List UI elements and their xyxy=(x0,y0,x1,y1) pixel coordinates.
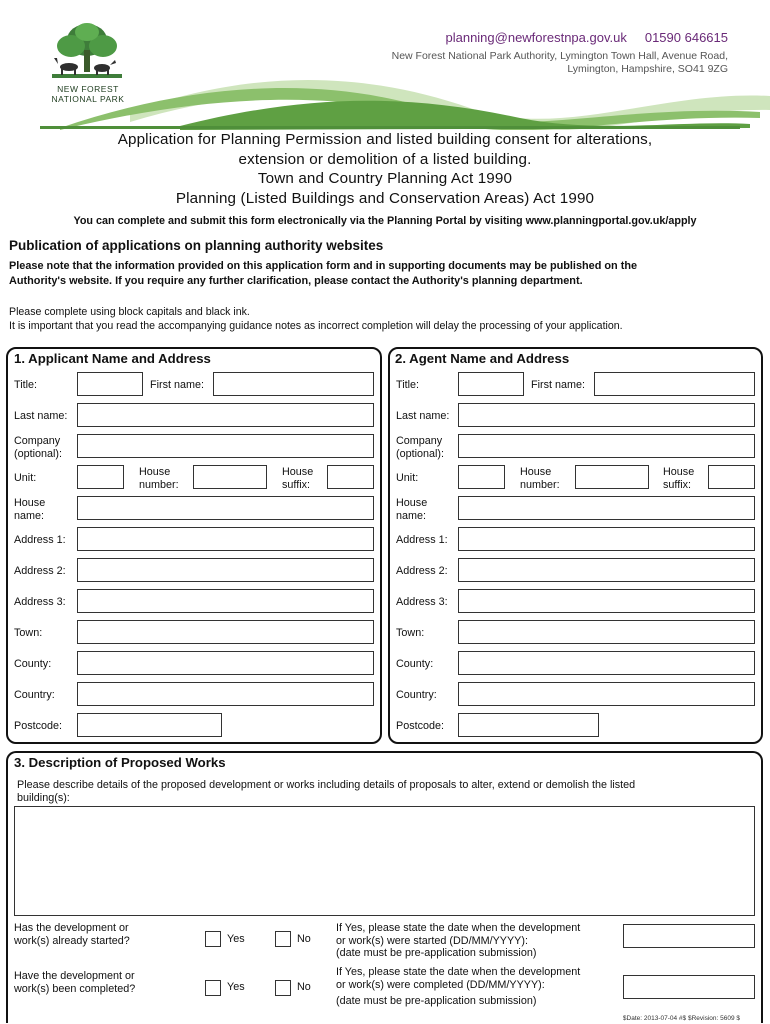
applicant-address3-label: Address 3: xyxy=(14,596,66,608)
agent-company-field[interactable] xyxy=(458,434,755,458)
applicant-unit-label: Unit: xyxy=(14,472,37,484)
new-forest-tree-logo xyxy=(44,20,130,84)
instructions xyxy=(9,306,759,333)
completed-date-instructions xyxy=(336,966,580,1008)
contact-address-line-2: Lymington, Hampshire, SO41 9ZG xyxy=(567,63,728,75)
contact-phone: 01590 646615 xyxy=(644,30,728,45)
started-question xyxy=(14,922,130,947)
completed-no-checkbox[interactable] xyxy=(275,980,291,996)
agent-house-number-label-1: House xyxy=(520,466,552,478)
applicant-town-label: Town: xyxy=(14,627,43,639)
agent-house-name-label-1: House xyxy=(396,497,428,509)
publication-text xyxy=(9,259,729,288)
planning-portal-note: You can complete and submit this form electronically via the Planning Portal by visiting www.planningportal.gov.uk/apply xyxy=(73,215,697,227)
form-title-line-1: Application for Planning Permission and listed building consent for alterations, xyxy=(117,131,653,148)
applicant-address2-field[interactable] xyxy=(77,558,374,582)
applicant-address1-field[interactable] xyxy=(77,527,374,551)
applicant-town-field[interactable] xyxy=(77,620,374,644)
applicant-unit-field[interactable] xyxy=(77,465,124,489)
form-title-line-2: extension or demolition of a listed building. xyxy=(238,150,532,168)
agent-address3-field[interactable] xyxy=(458,589,755,613)
applicant-first-name-field[interactable] xyxy=(213,372,374,396)
applicant-country-field[interactable] xyxy=(77,682,374,706)
completed-date-line-3: (date must be pre-application submission) xyxy=(336,995,537,1007)
agent-company-label xyxy=(396,435,444,460)
instructions-line-2: It is important that you read the accompanying guidance notes as incorrect completion will delay the processing of your application. xyxy=(9,319,623,332)
agent-address2-field[interactable] xyxy=(458,558,755,582)
agent-address3-label: Address 3: xyxy=(396,596,448,608)
agent-country-label: Country: xyxy=(396,689,437,701)
agent-house-name-label-2: name: xyxy=(396,509,427,522)
completed-date-line-1: If Yes, please state the date when the development xyxy=(336,966,581,978)
description-instructions xyxy=(17,779,757,804)
completed-date-line-2: or work(s) were completed (DD/MM/YYYY): xyxy=(336,978,545,991)
agent-company-label-1: Company xyxy=(396,435,443,447)
agent-county-field[interactable] xyxy=(458,651,755,675)
form-title-line-3: Town and Country Planning Act 1990 xyxy=(257,170,513,187)
description-instructions-line-2: building(s): xyxy=(17,791,70,804)
applicant-house-number-label-2: number: xyxy=(139,478,179,491)
agent-town-field[interactable] xyxy=(458,620,755,644)
completed-date-field[interactable] xyxy=(623,975,755,999)
applicant-country-label: Country: xyxy=(14,689,55,701)
agent-house-suffix-label-1: House xyxy=(663,466,695,478)
applicant-first-name-label: First name: xyxy=(150,379,204,391)
applicant-company-label-2: (optional): xyxy=(14,447,63,460)
applicant-address2-label: Address 2: xyxy=(14,565,66,577)
revision-stamp: $Date: 2013-07-04 #$ $Revision: 5609 $ xyxy=(622,1015,740,1022)
applicant-last-name-label: Last name: xyxy=(14,410,68,422)
applicant-house-suffix-label xyxy=(282,466,313,491)
description-instructions-line-1: Please describe details of the proposed development or works including details of proposals to alter, extend or demolish the listed xyxy=(17,779,636,791)
applicant-house-number-field[interactable] xyxy=(193,465,267,489)
started-question-line-1: Has the development or xyxy=(14,922,129,934)
applicant-title-label: Title: xyxy=(14,379,37,391)
agent-house-suffix-field[interactable] xyxy=(708,465,755,489)
applicant-section-title: 1. Applicant Name and Address xyxy=(14,351,211,366)
applicant-house-name-label-1: House xyxy=(14,497,46,509)
agent-last-name-field[interactable] xyxy=(458,403,755,427)
started-date-line-1: If Yes, please state the date when the development xyxy=(336,922,581,934)
completed-no-label: No xyxy=(297,981,311,993)
applicant-company-label-1: Company xyxy=(14,435,61,447)
applicant-address3-field[interactable] xyxy=(77,589,374,613)
agent-last-name-label: Last name: xyxy=(396,410,450,422)
applicant-postcode-field[interactable] xyxy=(77,713,222,737)
description-section-title: 3. Description of Proposed Works xyxy=(14,755,226,770)
agent-unit-label: Unit: xyxy=(396,472,419,484)
form-title xyxy=(0,130,770,208)
agent-first-name-field[interactable] xyxy=(594,372,755,396)
agent-address1-field[interactable] xyxy=(458,527,755,551)
agent-house-name-field[interactable] xyxy=(458,496,755,520)
contact-block xyxy=(392,30,728,76)
agent-house-number-field[interactable] xyxy=(575,465,649,489)
agent-county-label: County: xyxy=(396,658,434,670)
agent-company-label-2: (optional): xyxy=(396,447,445,460)
instructions-line-1: Please complete using block capitals and black ink. xyxy=(9,306,250,318)
contact-email-link[interactable]: planning@newforestnpa.gov.uk xyxy=(445,30,627,45)
completed-question xyxy=(14,970,135,995)
applicant-postcode-label: Postcode: xyxy=(14,720,63,732)
started-question-line-2: work(s) already started? xyxy=(14,934,130,947)
started-date-field[interactable] xyxy=(623,924,755,948)
description-textarea[interactable] xyxy=(14,806,755,916)
applicant-house-suffix-label-2: suffix: xyxy=(282,478,311,491)
publication-heading: Publication of applications on planning authority websites xyxy=(9,238,384,253)
agent-house-name-label xyxy=(396,497,427,522)
completed-yes-checkbox[interactable] xyxy=(205,980,221,996)
started-date-line-3: (date must be pre-application submission) xyxy=(336,947,537,959)
applicant-house-number-label xyxy=(139,466,179,491)
agent-house-suffix-label-2: suffix: xyxy=(663,478,692,491)
agent-postcode-label: Postcode: xyxy=(396,720,445,732)
agent-address2-label: Address 2: xyxy=(396,565,448,577)
agent-first-name-label: First name: xyxy=(531,379,585,391)
applicant-county-label: County: xyxy=(14,658,52,670)
publication-text-line-1: Please note that the information provided on this application form and in supporting documents may be published on the xyxy=(9,260,638,272)
agent-town-label: Town: xyxy=(396,627,425,639)
agent-house-suffix-label xyxy=(663,466,694,491)
applicant-house-suffix-label-1: House xyxy=(282,466,314,478)
applicant-title-field[interactable] xyxy=(77,372,143,396)
agent-house-number-label-2: number: xyxy=(520,478,560,491)
started-no-label: No xyxy=(297,933,311,945)
publication-text-line-2: Authority's website. If you require any further clarification, please contact the Authority's planning department. xyxy=(9,274,583,287)
applicant-house-suffix-field[interactable] xyxy=(327,465,374,489)
applicant-house-name-field[interactable] xyxy=(77,496,374,520)
applicant-house-name-label-2: name: xyxy=(14,509,45,522)
applicant-company-field[interactable] xyxy=(77,434,374,458)
logo-text xyxy=(46,84,130,104)
started-date-line-2: or work(s) were started (DD/MM/YYYY): xyxy=(336,934,528,947)
agent-unit-field[interactable] xyxy=(458,465,505,489)
agent-section-title: 2. Agent Name and Address xyxy=(395,351,570,366)
agent-address1-label: Address 1: xyxy=(396,534,448,546)
agent-postcode-field[interactable] xyxy=(458,713,599,737)
started-no-checkbox[interactable] xyxy=(275,931,291,947)
completed-yes-label: Yes xyxy=(227,981,245,993)
applicant-county-field[interactable] xyxy=(77,651,374,675)
form-title-line-4: Planning (Listed Buildings and Conservation Areas) Act 1990 xyxy=(175,189,595,207)
applicant-house-name-label xyxy=(14,497,45,522)
agent-title-field[interactable] xyxy=(458,372,524,396)
applicant-company-label xyxy=(14,435,62,460)
agent-house-number-label xyxy=(520,466,560,491)
contact-address-line-1: New Forest National Park Authority, Lymington Town Hall, Avenue Road, xyxy=(391,50,728,62)
started-yes-label: Yes xyxy=(227,933,245,945)
started-date-instructions xyxy=(336,922,580,960)
header xyxy=(0,0,770,130)
agent-title-label: Title: xyxy=(396,379,419,391)
logo-line-2: NATIONAL PARK xyxy=(51,94,125,104)
applicant-house-number-label-1: House xyxy=(139,466,171,478)
logo-line-1: NEW FOREST xyxy=(57,84,119,94)
completed-question-line-2: work(s) been completed? xyxy=(14,982,136,995)
applicant-address1-label: Address 1: xyxy=(14,534,66,546)
completed-question-line-1: Have the development or xyxy=(14,970,135,982)
agent-country-field[interactable] xyxy=(458,682,755,706)
started-yes-checkbox[interactable] xyxy=(205,931,221,947)
applicant-last-name-field[interactable] xyxy=(77,403,374,427)
